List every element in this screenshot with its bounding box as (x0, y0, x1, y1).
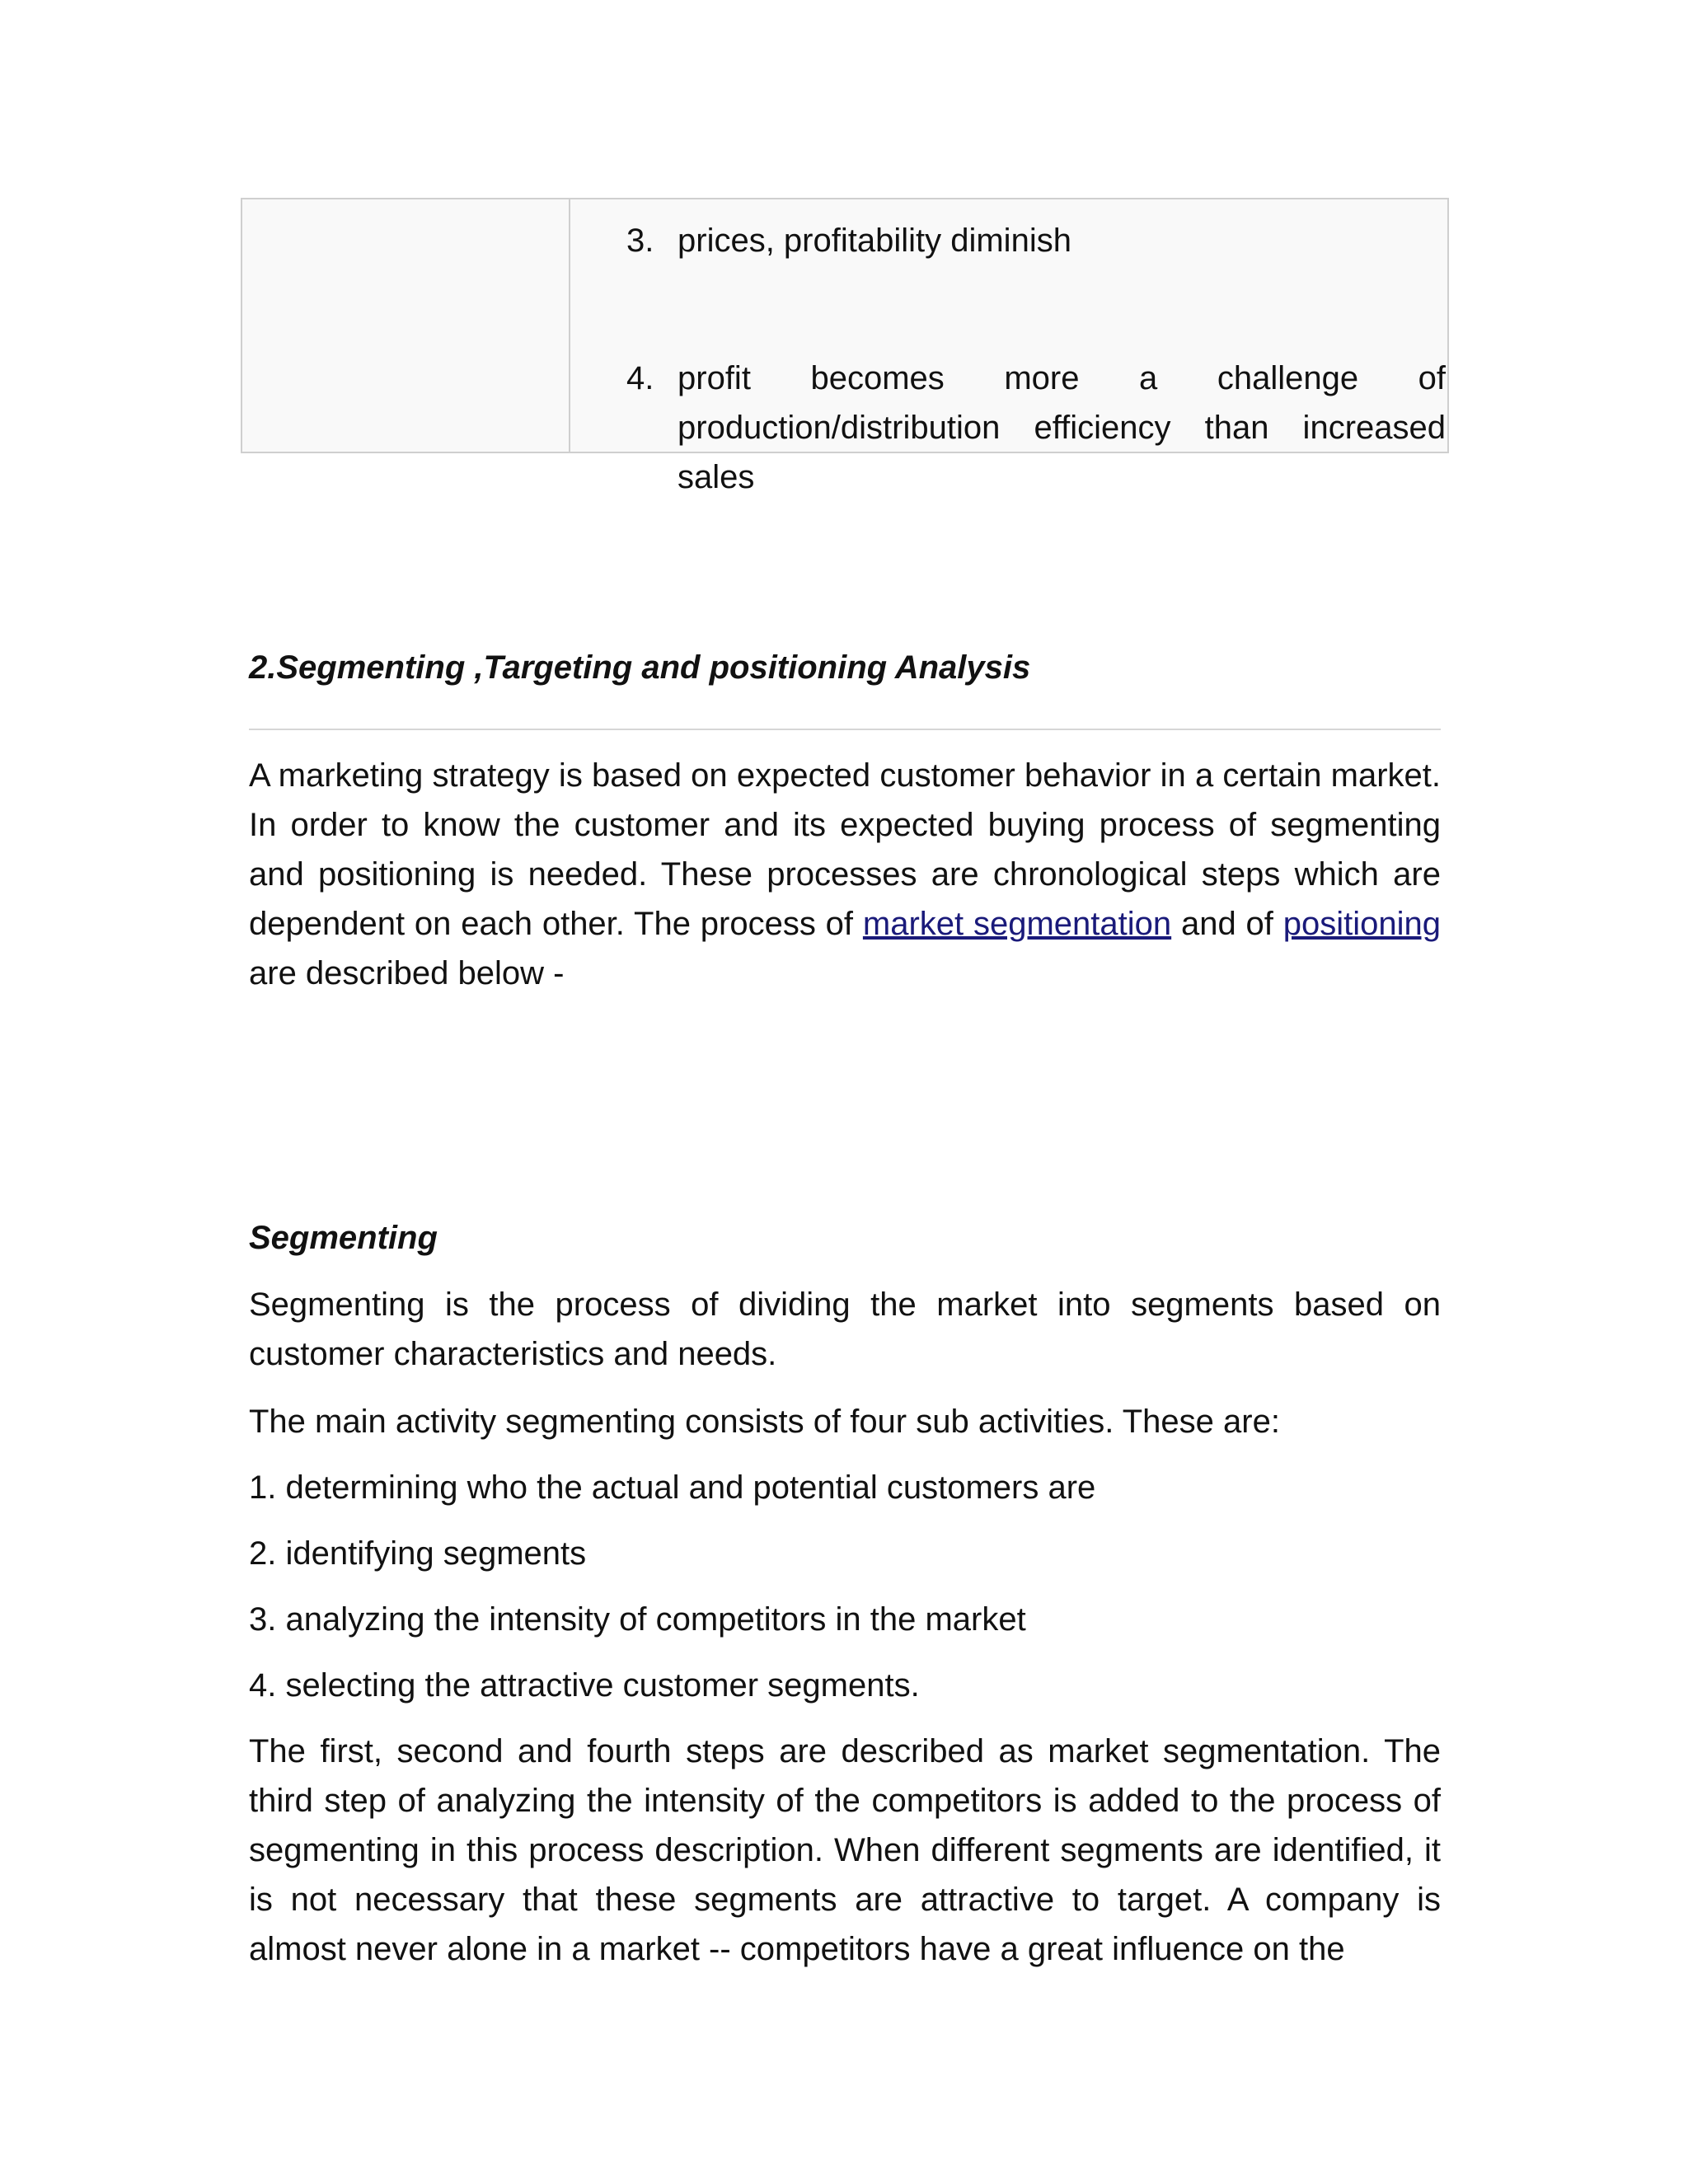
numbered-list (570, 199, 1447, 495)
list-item (570, 216, 1447, 265)
intro-end-text: are described below - (249, 955, 565, 991)
main-activity-text: The main activity segmenting consists of four sub activities. These are: (249, 1404, 1280, 1440)
intro-paragraph (249, 751, 1441, 998)
list-item (570, 354, 1447, 502)
segmenting-heading: Segmenting (249, 1220, 438, 1256)
market-segmentation-link[interactable]: market segmentation (862, 906, 1172, 942)
table-cell-left (242, 199, 570, 452)
step-item: 4. selecting the attractive customer segments. (249, 1667, 920, 1704)
list-item-number: 4. (626, 360, 654, 396)
intro-mid-text: and of (1171, 906, 1283, 942)
horizontal-divider (249, 729, 1441, 730)
list-item-number: 3. (626, 223, 654, 259)
list-item-text: profit becomes more a challenge of production/distribution efficiency than increased sales (678, 360, 1446, 495)
closing-paragraph: The first, second and fourth steps are described as market segmentation. The third step of analyzing the intensity of the competitors is added to the process of segmenting in this process description. When different segments are identified, it is not necessary that these segments are attractive to target. A company is almost never alone in a market -- competitors have a great influence on the (249, 1733, 1441, 1967)
positioning-link[interactable]: positioning (1282, 906, 1442, 942)
step-item: 2. identifying segments (249, 1535, 587, 1572)
section-heading: 2.Segmenting ,Targeting and positioning Analysis (249, 649, 1031, 686)
segmenting-definition: Segmenting is the process of dividing the market into segments based on customer characteristics and needs. (249, 1286, 1441, 1372)
table-fragment (241, 198, 1449, 495)
intro-text: A marketing strategy is based on expected customer behavior in a certain market. In order to know the customer and its expected buying process of segmenting and positioning is needed. These processes are chronological steps which are dependent on each other. The process of (249, 757, 1441, 942)
list-item-text: prices, profitability diminish (678, 223, 1071, 259)
step-item: 3. analyzing the intensity of competitors in the market (249, 1601, 1026, 1638)
step-item: 1. determining who the actual and potential customers are (249, 1469, 1096, 1506)
table-cell-right (570, 199, 1447, 495)
